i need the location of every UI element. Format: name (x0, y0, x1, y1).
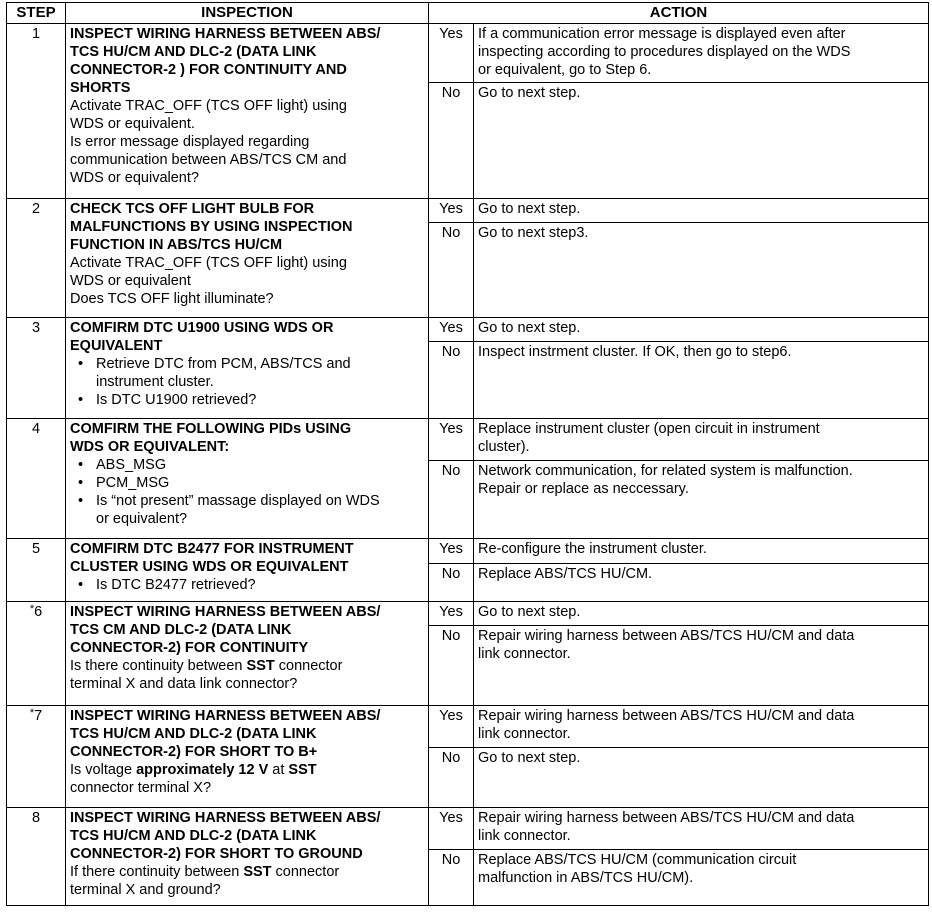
inspection-text-line (70, 761, 424, 779)
action-text-line: Network communication, for related system is malfunction. (478, 463, 853, 479)
action-text-line: cluster). (478, 439, 530, 455)
yes-action (474, 24, 929, 83)
step-row-yes (7, 318, 929, 342)
no-action (474, 748, 929, 808)
inspection-title-line: TCS CM AND DLC-2 (DATA LINK (70, 622, 292, 638)
yes-action (474, 808, 929, 850)
action-text-line: Re-configure the instrument cluster. (478, 541, 707, 557)
header-step: STEP (7, 3, 66, 24)
action-text-line: Go to next step. (478, 750, 581, 766)
inspection-text-segment: terminal X and ground? (70, 882, 221, 898)
step-number (7, 539, 66, 602)
inspection-title-line: INSPECT WIRING HARNESS BETWEEN ABS/ (70, 26, 381, 42)
bullet-icon: • (78, 493, 84, 509)
table-header-row (7, 3, 929, 24)
bullet-item (70, 355, 424, 391)
step-asterisk: * (29, 707, 35, 719)
yes-action (474, 199, 929, 223)
action-text-line: Inspect instrment cluster. If OK, then go to step6. (478, 344, 792, 360)
bullet-item (70, 474, 424, 492)
bullet-text-line: PCM_MSG (96, 475, 170, 491)
inspection-cell (66, 199, 429, 318)
inspection-text-line: WDS or equivalent (70, 273, 191, 289)
no-label: No (429, 626, 474, 706)
action-text-line: link connector. (478, 646, 571, 662)
step-row-yes (7, 706, 929, 748)
no-action (474, 564, 929, 602)
inspection-bold-term: SST (288, 762, 317, 778)
action-text-line: inspecting according to procedures displayed on the WDS (478, 44, 851, 60)
bullet-text-line: ABS_MSG (96, 457, 167, 473)
inspection-text-line (70, 675, 424, 693)
inspection-title-line: EQUIVALENT (70, 338, 163, 354)
no-action (474, 342, 929, 419)
yes-label: Yes (429, 706, 474, 748)
inspection-text-segment: Is voltage (70, 762, 137, 778)
inspection-title-line: INSPECT WIRING HARNESS BETWEEN ABS/ (70, 708, 381, 724)
action-text-line: Go to next step. (478, 320, 581, 336)
bullet-item (70, 492, 424, 528)
inspection-title-line: CLUSTER USING WDS OR EQUIVALENT (70, 559, 349, 575)
inspection-title-line: INSPECT WIRING HARNESS BETWEEN ABS/ (70, 604, 381, 620)
inspection-text-segment: connector terminal X? (70, 780, 212, 796)
step-number-text: 2 (31, 201, 41, 217)
step-number (7, 602, 66, 706)
action-text-line: or equivalent, go to Step 6. (478, 62, 652, 78)
action-text-line: If a communication error message is displayed even after (478, 26, 846, 42)
no-label: No (429, 461, 474, 539)
step-asterisk: * (29, 603, 35, 615)
bullet-icon: • (78, 356, 84, 372)
action-text-line: Go to next step3. (478, 225, 589, 241)
action-text-line: Go to next step. (478, 604, 581, 620)
inspection-text-line: communication between ABS/TCS CM and (70, 152, 347, 168)
step-row-yes (7, 602, 929, 626)
step-number (7, 24, 66, 199)
inspection-title-line: CONNECTOR-2 ) FOR CONTINUITY AND (70, 62, 347, 78)
no-action (474, 223, 929, 318)
inspection-title-line: COMFIRM DTC B2477 FOR INSTRUMENT (70, 541, 354, 557)
inspection-text-segment: connector (271, 864, 340, 880)
step-number-text: 7 (34, 708, 43, 724)
action-text-line: Replace ABS/TCS HU/CM (communication circuit (478, 852, 797, 868)
inspection-bold-term: SST (246, 658, 275, 674)
table-body (7, 24, 929, 906)
action-text-line: link connector. (478, 828, 571, 844)
step-row-yes (7, 539, 929, 564)
inspection-text-line (70, 863, 424, 881)
yes-label: Yes (429, 602, 474, 626)
inspection-title-line: WDS OR EQUIVALENT: (70, 439, 230, 455)
step-number-text: 1 (31, 26, 41, 42)
action-text-line: Repair wiring harness between ABS/TCS HU/CM and data (478, 810, 855, 826)
inspection-title-line: FUNCTION IN ABS/TCS HU/CM (70, 237, 283, 253)
bullet-icon: • (78, 457, 84, 473)
inspection-text-line (70, 881, 424, 899)
action-text-line: link connector. (478, 726, 571, 742)
inspection-text-line (70, 657, 424, 675)
yes-action (474, 318, 929, 342)
bullet-item (70, 576, 424, 594)
inspection-title-line: COMFIRM THE FOLLOWING PIDs USING (70, 421, 352, 437)
bullet-icon: • (78, 475, 84, 491)
step-row-yes (7, 419, 929, 461)
inspection-text-line: Is error message displayed regarding (70, 134, 310, 150)
inspection-text-line (70, 779, 424, 797)
inspection-title-line: TCS HU/CM AND DLC-2 (DATA LINK (70, 44, 317, 60)
step-number (7, 808, 66, 906)
inspection-text-segment: If there continuity between (70, 864, 244, 880)
bullet-item (70, 391, 424, 409)
inspection-cell (66, 419, 429, 539)
bullet-text-line: Is “not present” massage displayed on WDS (96, 493, 380, 509)
inspection-text-line: Activate TRAC_OFF (TCS OFF light) using (70, 98, 347, 114)
diagnostic-procedure-table (6, 2, 929, 906)
bullet-text-line: Retrieve DTC from PCM, ABS/TCS and (96, 356, 351, 372)
no-label: No (429, 748, 474, 808)
inspection-title-line: MALFUNCTIONS BY USING INSPECTION (70, 219, 353, 235)
no-action (474, 850, 929, 906)
no-label: No (429, 83, 474, 199)
yes-label: Yes (429, 199, 474, 223)
yes-label: Yes (429, 24, 474, 83)
action-text-line: Repair or replace as neccessary. (478, 481, 689, 497)
action-text-line: Repair wiring harness between ABS/TCS HU/CM and data (478, 708, 855, 724)
inspection-text-segment: Is there continuity between (70, 658, 247, 674)
no-label: No (429, 342, 474, 419)
yes-action (474, 419, 929, 461)
action-text-line: Go to next step. (478, 85, 581, 101)
yes-label: Yes (429, 808, 474, 850)
no-action (474, 83, 929, 199)
action-text-line: Go to next step. (478, 201, 581, 217)
no-action (474, 626, 929, 706)
yes-action (474, 706, 929, 748)
yes-action (474, 602, 929, 626)
step-number (7, 706, 66, 808)
inspection-cell (66, 539, 429, 602)
inspection-cell (66, 808, 429, 906)
inspection-text-line: Activate TRAC_OFF (TCS OFF light) using (70, 255, 347, 271)
bullet-text-line: Is DTC U1900 retrieved? (96, 392, 257, 408)
no-action (474, 461, 929, 539)
no-label: No (429, 564, 474, 602)
inspection-title-line: CHECK TCS OFF LIGHT BULB FOR (70, 201, 315, 217)
inspection-text-line: WDS or equivalent? (70, 170, 199, 186)
step-row-yes (7, 199, 929, 223)
inspection-text-segment: at (268, 762, 289, 778)
action-text-line: Repair wiring harness between ABS/TCS HU/CM and data (478, 628, 855, 644)
inspection-bold-term: approximately 12 V (136, 762, 269, 778)
yes-action (474, 539, 929, 564)
step-number (7, 318, 66, 419)
inspection-title-line: COMFIRM DTC U1900 USING WDS OR (70, 320, 334, 336)
inspection-title-line: TCS HU/CM AND DLC-2 (DATA LINK (70, 828, 317, 844)
inspection-title-line: CONNECTOR-2) FOR SHORT TO B+ (70, 744, 318, 760)
inspection-text-line: WDS or equivalent. (70, 116, 195, 132)
yes-label: Yes (429, 539, 474, 564)
step-number (7, 419, 66, 539)
inspection-text-segment: connector (274, 658, 343, 674)
step-number-text: 4 (31, 421, 41, 437)
inspection-text-segment: terminal X and data link connector? (70, 676, 298, 692)
action-text-line: Replace ABS/TCS HU/CM. (478, 566, 653, 582)
step-number-text: 3 (31, 320, 41, 336)
inspection-cell (66, 318, 429, 419)
inspection-title-line: SHORTS (70, 80, 131, 96)
step-number-text: 6 (34, 604, 43, 620)
step-row-yes (7, 808, 929, 850)
inspection-title-line: CONNECTOR-2) FOR CONTINUITY (70, 640, 309, 656)
inspection-cell (66, 24, 429, 199)
inspection-title-line: INSPECT WIRING HARNESS BETWEEN ABS/ (70, 810, 381, 826)
inspection-title-line: TCS HU/CM AND DLC-2 (DATA LINK (70, 726, 317, 742)
step-number-text: 8 (31, 810, 41, 826)
step-row-yes (7, 24, 929, 83)
no-label: No (429, 850, 474, 906)
yes-label: Yes (429, 318, 474, 342)
inspection-bold-term: SST (243, 864, 272, 880)
inspection-cell (66, 706, 429, 808)
yes-label: Yes (429, 419, 474, 461)
header-inspection: INSPECTION (66, 3, 429, 24)
bullet-icon: • (78, 577, 84, 593)
bullet-icon: • (78, 392, 84, 408)
inspection-cell (66, 602, 429, 706)
action-text-line: malfunction in ABS/TCS HU/CM). (478, 870, 694, 886)
step-number-text: 5 (31, 541, 41, 557)
bullet-text-line: or equivalent? (96, 511, 188, 527)
bullet-text-line: Is DTC B2477 retrieved? (96, 577, 256, 593)
header-action: ACTION (429, 3, 929, 24)
inspection-text-line: Does TCS OFF light illuminate? (70, 291, 274, 307)
step-number (7, 199, 66, 318)
no-label: No (429, 223, 474, 318)
action-text-line: Replace instrument cluster (open circuit in instrument (478, 421, 820, 437)
bullet-text-line: instrument cluster. (96, 374, 214, 390)
inspection-title-line: CONNECTOR-2) FOR SHORT TO GROUND (70, 846, 363, 862)
bullet-item (70, 456, 424, 474)
